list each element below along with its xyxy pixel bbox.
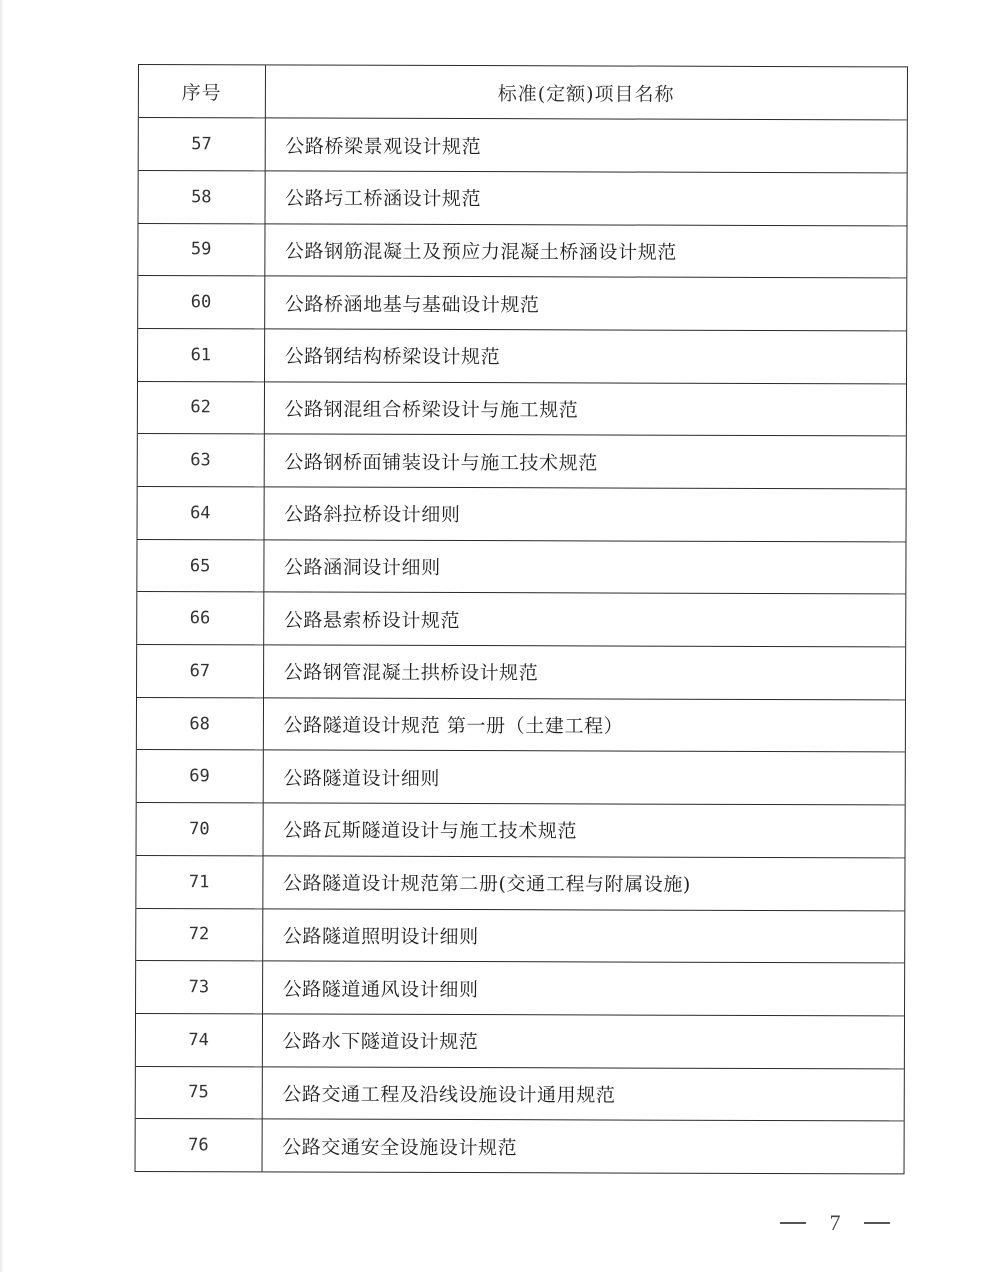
table-row	[136, 961, 904, 1016]
left-dash	[780, 1222, 806, 1224]
page-edge-shadow	[0, 0, 4, 1272]
table-row	[137, 539, 905, 594]
row-standard-name: 公路钢筋混凝土及预应力混凝土桥涵设计规范	[264, 223, 906, 278]
table-row	[137, 645, 905, 700]
row-standard-name: 公路钢桥面铺装设计与施工技术规范	[264, 434, 906, 489]
row-standard-name: 公路钢结构桥梁设计规范	[264, 329, 906, 384]
table-row	[137, 592, 905, 647]
row-number: 62	[138, 381, 264, 434]
page-footer	[780, 1208, 890, 1238]
row-standard-name: 公路桥梁景观设计规范	[265, 118, 907, 173]
table-row	[138, 381, 906, 436]
row-standard-name: 公路斜拉桥设计细则	[264, 487, 906, 542]
row-number: 74	[136, 1013, 262, 1066]
row-number: 60	[138, 276, 264, 329]
row-standard-name: 公路隧道通风设计细则	[262, 961, 904, 1016]
header-name: 标准(定额)项目名称	[265, 65, 907, 120]
row-standard-name: 公路水下隧道设计规范	[262, 1014, 904, 1069]
row-number: 58	[139, 170, 265, 223]
row-number: 63	[138, 434, 264, 487]
row-number: 59	[138, 223, 264, 276]
row-number: 64	[138, 487, 264, 540]
row-number: 69	[137, 750, 263, 803]
row-standard-name: 公路悬索桥设计规范	[263, 592, 905, 647]
row-standard-name: 公路涵洞设计细则	[263, 540, 905, 595]
row-number: 73	[136, 961, 262, 1014]
table-body	[136, 118, 907, 1174]
row-number: 75	[136, 1066, 262, 1119]
row-number: 65	[137, 539, 263, 592]
row-number: 57	[139, 118, 265, 171]
row-standard-name: 公路瓦斯隧道设计与施工技术规范	[263, 803, 905, 858]
table-row	[139, 118, 907, 173]
table-row	[138, 276, 906, 331]
row-number: 61	[138, 328, 264, 381]
header-number: 序号	[139, 65, 265, 118]
table-header-row	[139, 65, 907, 120]
table-row	[138, 223, 906, 278]
table-row	[138, 434, 906, 489]
row-standard-name: 公路圬工桥涵设计规范	[264, 171, 906, 226]
table-row	[138, 328, 906, 383]
row-standard-name: 公路隧道设计规范 第一册（土建工程）	[263, 698, 905, 753]
row-number: 66	[137, 592, 263, 645]
table-row	[136, 1013, 904, 1068]
row-number: 70	[137, 803, 263, 856]
row-standard-name: 公路隧道设计细则	[263, 750, 905, 805]
table-row	[136, 1066, 904, 1121]
row-standard-name: 公路隧道设计规范第二册(交通工程与附属设施)	[262, 856, 904, 911]
standards-table	[136, 65, 907, 1174]
row-number: 72	[136, 908, 262, 961]
row-number: 68	[137, 697, 263, 750]
row-standard-name: 公路隧道照明设计细则	[262, 908, 904, 963]
row-number: 71	[136, 855, 262, 908]
row-standard-name: 公路桥涵地基与基础设计规范	[264, 276, 906, 331]
table-row	[137, 750, 905, 805]
row-standard-name: 公路钢管混凝土拱桥设计规范	[263, 645, 905, 700]
page-number: 7	[829, 1210, 841, 1235]
row-number: 76	[136, 1119, 262, 1172]
table-row	[137, 697, 905, 752]
table-row	[136, 908, 904, 963]
right-dash	[864, 1222, 890, 1224]
table-row	[139, 170, 907, 225]
table-row	[137, 803, 905, 858]
row-standard-name: 公路交通工程及沿线设施设计通用规范	[262, 1066, 904, 1121]
row-standard-name: 公路钢混组合桥梁设计与施工规范	[264, 382, 906, 437]
table-row	[136, 855, 904, 910]
row-number: 67	[137, 645, 263, 698]
standards-table-frame	[135, 64, 908, 1174]
table-row	[136, 1119, 904, 1174]
table-row	[138, 487, 906, 542]
row-standard-name: 公路交通安全设施设计规范	[262, 1119, 904, 1174]
